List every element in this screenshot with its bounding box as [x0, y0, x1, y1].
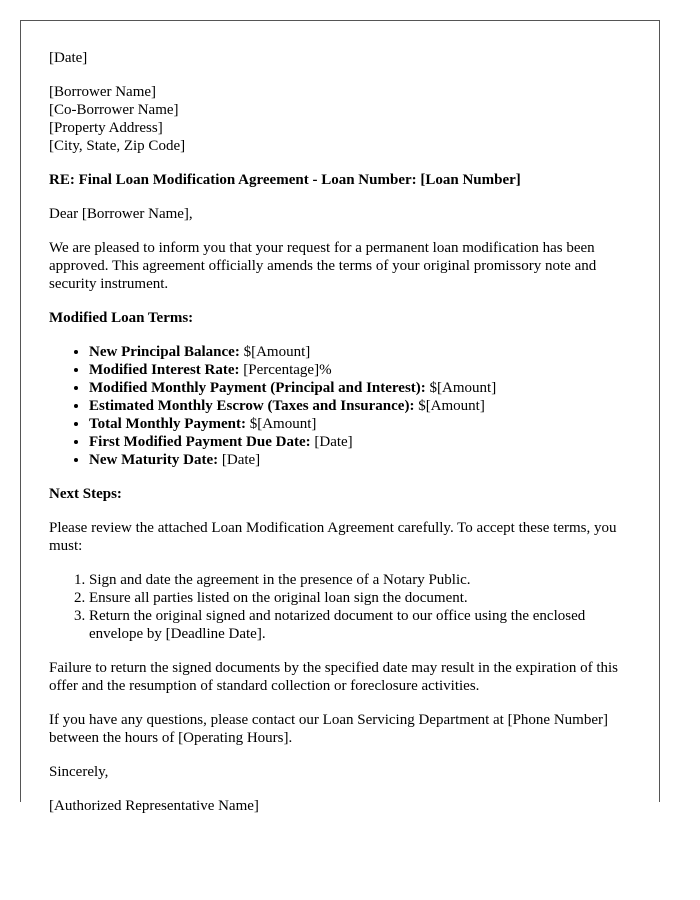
next-steps-intro: Please review the attached Loan Modification Agreement carefully. To accept these terms, you must:: [49, 520, 617, 554]
co-borrower-name: [Co-Borrower Name]: [49, 102, 179, 118]
steps-list: [49, 571, 639, 643]
salutation: Dear [Borrower Name],: [49, 206, 193, 222]
subject-line: RE: Final Loan Modification Agreement - Loan Number: [Loan Number]: [49, 172, 521, 188]
terms-heading: Modified Loan Terms:: [49, 310, 194, 326]
term-item: [89, 379, 639, 397]
term-label: First Modified Payment Due Date:: [89, 434, 311, 450]
term-value: $[Amount]: [414, 398, 485, 414]
city-state-zip: [City, State, Zip Code]: [49, 138, 186, 154]
term-value: $[Amount]: [425, 380, 497, 396]
signatory-name: [Authorized Representative Name]: [49, 798, 259, 814]
step-item: 2. Ensure all parties listed on the original loan sign the document.: [89, 589, 639, 607]
contact-paragraph: If you have any questions, please contact our Loan Servicing Department at [Phone Number] between the hours of [Operating Hours].: [49, 712, 608, 746]
term-value: [Percentage]%: [239, 362, 332, 378]
letter-page: [20, 20, 660, 814]
term-label: New Principal Balance:: [89, 344, 240, 360]
property-address: [Property Address]: [49, 120, 163, 136]
step-item: 3. Return the original signed and notarized document to our office using the enclosed envelope by [Deadline Date].: [89, 607, 639, 643]
term-value: [Date]: [310, 434, 353, 450]
term-label: Estimated Monthly Escrow (Taxes and Insurance):: [89, 398, 415, 414]
closing: Sincerely,: [49, 764, 109, 780]
term-item: [89, 343, 639, 361]
term-label: Total Monthly Payment:: [89, 416, 246, 432]
term-value: [Date]: [218, 452, 261, 468]
term-item: [89, 433, 639, 451]
letter-date: [Date]: [49, 50, 88, 66]
terms-list: [49, 343, 639, 469]
term-item: [89, 397, 639, 415]
term-item: [89, 415, 639, 433]
term-label: New Maturity Date:: [89, 452, 219, 468]
recipient-address: [49, 83, 639, 155]
term-label: Modified Monthly Payment (Principal and Interest):: [89, 380, 426, 396]
step-item: 1. Sign and date the agreement in the presence of a Notary Public.: [89, 571, 639, 589]
next-steps-heading: Next Steps:: [49, 486, 122, 502]
intro-paragraph: We are pleased to inform you that your request for a permanent loan modification has been approved. This agreement officially amends the terms of your original promissory note and security instrument.: [49, 240, 597, 292]
term-item: [89, 451, 639, 469]
borrower-name: [Borrower Name]: [49, 84, 157, 100]
term-item: [89, 361, 639, 379]
term-label: Modified Interest Rate:: [89, 362, 240, 378]
term-value: $[Amount]: [239, 344, 311, 360]
failure-notice: Failure to return the signed documents by the specified date may result in the expiration of this offer and the resumption of standard collection or foreclosure activities.: [49, 660, 619, 694]
letter-body: [49, 49, 639, 831]
term-value: $[Amount]: [245, 416, 317, 432]
